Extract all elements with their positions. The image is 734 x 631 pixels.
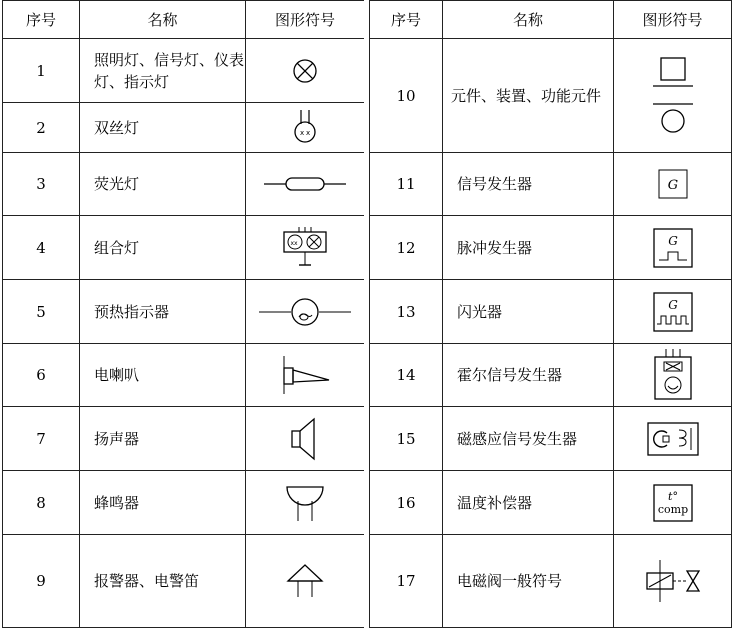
table-row xyxy=(3,535,365,628)
row-name: 蜂鸣器 xyxy=(80,471,246,535)
row-name: 报警器、电警笛 xyxy=(80,535,246,628)
row-name: 荧光灯 xyxy=(80,153,246,216)
row-no: 2 xyxy=(3,103,80,153)
pulse-generator-icon xyxy=(614,216,732,280)
header-row xyxy=(370,1,732,39)
header-symbol: 图形符号 xyxy=(614,1,732,39)
row-name: 电磁阀一般符号 xyxy=(443,535,614,628)
component-box-icon xyxy=(614,39,732,153)
compensator-bottom-text: comp xyxy=(657,502,688,516)
lamp-cross-icon xyxy=(246,39,365,103)
svg-text:x: x xyxy=(306,128,311,137)
table-row xyxy=(3,280,365,344)
row-no: 3 xyxy=(3,153,80,216)
generator-symbol-text: G xyxy=(667,297,678,312)
table-row xyxy=(3,216,365,280)
row-name: 闪光器 xyxy=(443,280,614,344)
magnetic-generator-icon xyxy=(614,407,732,471)
row-name: 信号发生器 xyxy=(443,153,614,216)
fluorescent-lamp-icon xyxy=(246,153,365,216)
table-row xyxy=(370,153,732,216)
row-no: 16 xyxy=(370,471,443,535)
header-no: 序号 xyxy=(3,1,80,39)
row-no: 15 xyxy=(370,407,443,471)
symbol-table-left xyxy=(2,0,365,628)
row-name: 磁感应信号发生器 xyxy=(443,407,614,471)
table-row xyxy=(3,39,365,103)
row-no: 4 xyxy=(3,216,80,280)
row-name: 霍尔信号发生器 xyxy=(443,344,614,407)
row-no: 14 xyxy=(370,344,443,407)
table-row xyxy=(3,103,365,153)
row-no: 12 xyxy=(370,216,443,280)
header-symbol: 图形符号 xyxy=(246,1,365,39)
svg-text:xx: xx xyxy=(290,239,298,247)
flasher-icon xyxy=(614,280,732,344)
electric-horn-icon xyxy=(246,344,365,407)
row-no: 8 xyxy=(3,471,80,535)
hall-generator-icon xyxy=(614,344,732,407)
temperature-compensator-icon xyxy=(614,471,732,535)
header-name: 名称 xyxy=(443,1,614,39)
table-row xyxy=(3,344,365,407)
table-row xyxy=(370,344,732,407)
row-no: 13 xyxy=(370,280,443,344)
dual-filament-lamp-icon xyxy=(246,103,365,153)
row-name: 脉冲发生器 xyxy=(443,216,614,280)
table-row xyxy=(370,216,732,280)
table-row xyxy=(3,471,365,535)
header-name: 名称 xyxy=(80,1,246,39)
row-no: 1 xyxy=(3,39,80,103)
row-no: 5 xyxy=(3,280,80,344)
row-no: 10 xyxy=(370,39,443,153)
solenoid-valve-icon xyxy=(614,535,732,628)
row-name: 照明灯、信号灯、仪表灯、指示灯 xyxy=(80,39,246,103)
preheat-indicator-icon xyxy=(246,280,365,344)
symbol-table-right xyxy=(369,0,732,628)
row-name: 电喇叭 xyxy=(80,344,246,407)
row-no: 6 xyxy=(3,344,80,407)
header-no: 序号 xyxy=(370,1,443,39)
table-row xyxy=(370,535,732,628)
row-no: 17 xyxy=(370,535,443,628)
signal-generator-icon xyxy=(614,153,732,216)
row-name: 温度补偿器 xyxy=(443,471,614,535)
table-row xyxy=(3,153,365,216)
compensator-top-text: t° xyxy=(667,489,678,503)
row-name: 预热指示器 xyxy=(80,280,246,344)
table-row xyxy=(370,471,732,535)
svg-text:x: x xyxy=(300,128,305,137)
speaker-icon xyxy=(246,407,365,471)
row-name: 双丝灯 xyxy=(80,103,246,153)
row-name: 元件、装置、功能元件 xyxy=(443,39,614,153)
generator-symbol-text: G xyxy=(667,178,678,193)
row-no: 7 xyxy=(3,407,80,471)
table-row xyxy=(370,280,732,344)
alarm-siren-icon xyxy=(246,535,365,628)
combination-lamp-icon xyxy=(246,216,365,280)
table-row xyxy=(370,39,732,153)
row-no: 11 xyxy=(370,153,443,216)
buzzer-icon xyxy=(246,471,365,535)
row-name: 组合灯 xyxy=(80,216,246,280)
row-name: 扬声器 xyxy=(80,407,246,471)
row-no: 9 xyxy=(3,535,80,628)
header-row xyxy=(3,1,365,39)
table-row xyxy=(370,407,732,471)
generator-symbol-text: G xyxy=(667,233,678,248)
table-row xyxy=(3,407,365,471)
